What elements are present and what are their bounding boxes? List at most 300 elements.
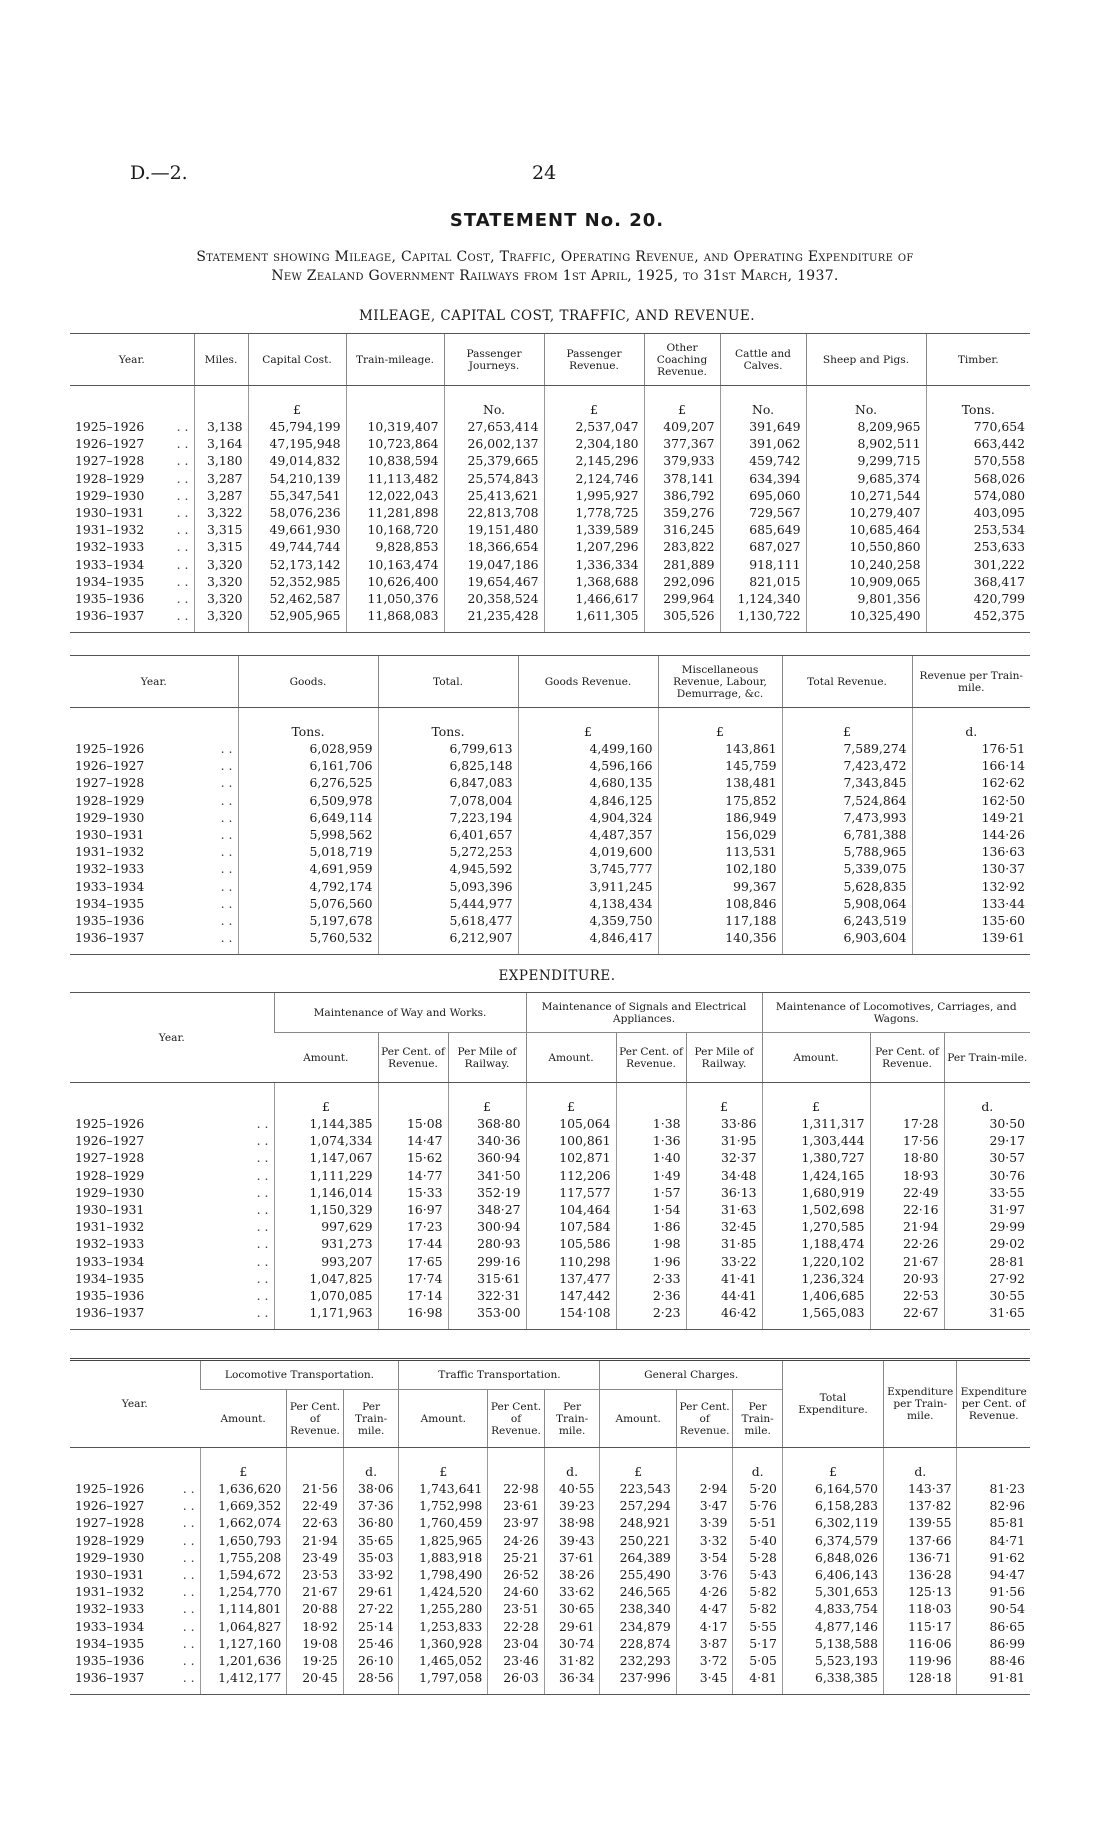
table-cell: 52,462,587: [248, 590, 346, 607]
table-cell: 1,114,801: [200, 1600, 287, 1617]
row-year: [70, 878, 238, 895]
table-cell: 21·56: [287, 1480, 344, 1497]
table-cell: 341·50: [448, 1167, 526, 1184]
table-cell: 300·94: [448, 1218, 526, 1235]
spacer-cell: [343, 1448, 399, 1461]
goods-table-body: [70, 708, 1030, 955]
col-percent-revenue: Per Cent. of Revenue.: [676, 1390, 733, 1448]
table-cell: 5·76: [733, 1497, 783, 1514]
table-cell: 99,367: [658, 878, 782, 895]
table-cell: 19·08: [287, 1635, 344, 1652]
row-year: [70, 1600, 200, 1617]
table-cell: 26·52: [488, 1566, 545, 1583]
table-cell: 1,662,074: [200, 1514, 287, 1531]
table-cell: 4,877,146: [782, 1618, 883, 1635]
col-per-train-mile: Per Train-mile.: [343, 1390, 399, 1448]
table-cell: 1,755,208: [200, 1549, 287, 1566]
table-cell: 250,221: [600, 1532, 676, 1549]
table-row: [70, 504, 1030, 521]
table-cell: 86·65: [957, 1618, 1030, 1635]
table-row: [70, 1218, 1030, 1235]
table-cell: 7,423,472: [782, 757, 912, 774]
table-cell: 31·63: [686, 1201, 762, 1218]
table-cell: 1·54: [616, 1201, 686, 1218]
table-row: [70, 1669, 1030, 1695]
spacer-cell: [378, 1083, 448, 1096]
maintenance-table: [70, 992, 1030, 1330]
table-cell: 139·61: [912, 929, 1030, 955]
col-year: Year.: [70, 656, 238, 708]
table-cell: 5,523,193: [782, 1652, 883, 1669]
spacer-cell: [926, 386, 1030, 399]
leader-dots: . .: [182, 1498, 195, 1514]
table-cell: 10,279,407: [806, 504, 926, 521]
table-cell: 420,799: [926, 590, 1030, 607]
row-year: [70, 521, 194, 538]
spacer-cell: [544, 386, 644, 399]
table-cell: 162·62: [912, 774, 1030, 791]
table-cell: 3,320: [194, 573, 248, 590]
unit-label: £: [448, 1095, 526, 1115]
group-way-works: Maintenance of Way and Works.: [274, 993, 526, 1033]
unit-label: [287, 1460, 344, 1480]
table-cell: 20·45: [287, 1669, 344, 1695]
table-cell: 255,490: [600, 1566, 676, 1583]
table-cell: 3,287: [194, 470, 248, 487]
col-timber: Timber.: [926, 334, 1030, 386]
group-general-charges: General Charges.: [600, 1360, 782, 1390]
leader-dots: . .: [256, 1236, 269, 1252]
statement-title: STATEMENT No. 20.: [449, 210, 665, 231]
leader-dots: . .: [182, 1584, 195, 1600]
table-cell: 118·03: [884, 1600, 957, 1617]
table-cell: 2,124,746: [544, 470, 644, 487]
row-year: [70, 792, 238, 809]
table-cell: 4,359,750: [518, 912, 658, 929]
year-label: 1936–1937: [75, 930, 145, 946]
table-cell: 4,680,135: [518, 774, 658, 791]
table-cell: 14·47: [378, 1132, 448, 1149]
year-label: 1936–1937: [75, 1670, 145, 1686]
table-cell: 9,828,853: [346, 538, 444, 555]
table-cell: 21·94: [870, 1218, 944, 1235]
table-cell: 8,902,511: [806, 435, 926, 452]
table-cell: 22·16: [870, 1201, 944, 1218]
table-row: [70, 1635, 1030, 1652]
table-row: [70, 843, 1030, 860]
table-cell: 32·37: [686, 1149, 762, 1166]
table-cell: 5,788,965: [782, 843, 912, 860]
table-cell: 86·99: [957, 1635, 1030, 1652]
table-cell: 26·03: [488, 1669, 545, 1695]
table-cell: 162·50: [912, 792, 1030, 809]
spacer-cell: [720, 386, 806, 399]
table-cell: 10,240,258: [806, 556, 926, 573]
unit-label: [488, 1460, 545, 1480]
year-label: 1933–1934: [75, 1253, 145, 1269]
table-cell: 46·42: [686, 1304, 762, 1330]
table-cell: 16·98: [378, 1304, 448, 1330]
table-cell: 49,661,930: [248, 521, 346, 538]
row-year: [70, 504, 194, 521]
spacer-cell: [884, 1448, 957, 1461]
table-cell: 115·17: [884, 1618, 957, 1635]
table-cell: 574,080: [926, 487, 1030, 504]
table-cell: 5·40: [733, 1532, 783, 1549]
year-label: 1929–1930: [75, 1549, 145, 1565]
table-row: [70, 521, 1030, 538]
table-row: [70, 590, 1030, 607]
table-cell: 1,424,165: [762, 1167, 870, 1184]
units-row: [70, 398, 1030, 418]
table-cell: 6,158,283: [782, 1497, 883, 1514]
table-cell: 21·94: [287, 1532, 344, 1549]
spacer-cell: [378, 708, 518, 721]
table-cell: 10,838,594: [346, 452, 444, 469]
table-cell: 3·47: [676, 1497, 733, 1514]
table-cell: 6,276,525: [238, 774, 378, 791]
leader-dots: . .: [220, 792, 233, 808]
section-heading-expenditure: EXPENDITURE.: [498, 968, 616, 984]
table-cell: 33·55: [944, 1184, 1030, 1201]
table-row: [70, 1149, 1030, 1166]
spacer-cell: [448, 1083, 526, 1096]
table-cell: 143·37: [884, 1480, 957, 1497]
table-cell: 125·13: [884, 1583, 957, 1600]
spacer-cell: [658, 708, 782, 721]
col-percent-revenue: Per Cent. of Revenue.: [616, 1033, 686, 1083]
table-cell: 10,626,400: [346, 573, 444, 590]
table-cell: 253,633: [926, 538, 1030, 555]
table-row: [70, 487, 1030, 504]
table-cell: 36·80: [343, 1514, 399, 1531]
table-row: [70, 740, 1030, 757]
table-cell: 1,220,102: [762, 1253, 870, 1270]
table-cell: 22·49: [287, 1497, 344, 1514]
table-cell: 4·17: [676, 1618, 733, 1635]
table-cell: 459,742: [720, 452, 806, 469]
table-row: [70, 418, 1030, 435]
table-cell: 18·93: [870, 1167, 944, 1184]
table-row: [70, 1184, 1030, 1201]
table-cell: 91·56: [957, 1583, 1030, 1600]
table-cell: 37·61: [544, 1549, 600, 1566]
table-cell: 6,509,978: [238, 792, 378, 809]
table-cell: 55,347,541: [248, 487, 346, 504]
unit-label: £: [544, 398, 644, 418]
col-expenditure-per-train-mile: Expenditure per Train-mile.: [884, 1360, 957, 1448]
unit-label: £: [200, 1460, 287, 1480]
table-cell: 119·96: [884, 1652, 957, 1669]
leader-dots: . .: [176, 539, 189, 555]
table-cell: 91·62: [957, 1549, 1030, 1566]
unit-label: £: [644, 398, 720, 418]
table-cell: 6,338,385: [782, 1669, 883, 1695]
table-cell: 113,531: [658, 843, 782, 860]
table-row: [70, 1618, 1030, 1635]
table-cell: 30·55: [944, 1287, 1030, 1304]
year-label: 1929–1930: [75, 487, 145, 503]
year-label: 1929–1930: [75, 809, 145, 825]
table-cell: 5·20: [733, 1480, 783, 1497]
table-cell: 116·06: [884, 1635, 957, 1652]
leader-dots: . .: [182, 1652, 195, 1668]
table-cell: 11,868,083: [346, 607, 444, 633]
row-year: [70, 573, 194, 590]
table-cell: 20·88: [287, 1600, 344, 1617]
table-cell: 1,074,334: [274, 1132, 378, 1149]
table-cell: 44·41: [686, 1287, 762, 1304]
table-cell: 52,173,142: [248, 556, 346, 573]
table-cell: 4·81: [733, 1669, 783, 1695]
table-cell: 1·57: [616, 1184, 686, 1201]
year-label: 1934–1935: [75, 1635, 145, 1651]
table-cell: 117,188: [658, 912, 782, 929]
table-cell: 23·49: [287, 1549, 344, 1566]
table-cell: 5,628,835: [782, 878, 912, 895]
table-cell: 154·108: [526, 1304, 616, 1330]
row-year: [70, 435, 194, 452]
group-traffic-transportation: Traffic Transportation.: [399, 1360, 600, 1390]
row-year: [70, 929, 238, 955]
table-cell: 1,047,825: [274, 1270, 378, 1287]
table-cell: 6,161,706: [238, 757, 378, 774]
table-cell: 6,799,613: [378, 740, 518, 757]
transportation-table-body: [70, 1448, 1030, 1695]
unit-label: [378, 1095, 448, 1115]
table-cell: 1,752,998: [399, 1497, 488, 1514]
table-cell: 663,442: [926, 435, 1030, 452]
units-row: [70, 1095, 1030, 1115]
table-cell: 15·33: [378, 1184, 448, 1201]
table-cell: 22·49: [870, 1184, 944, 1201]
table-cell: 49,014,832: [248, 452, 346, 469]
row-year: [70, 1566, 200, 1583]
table-cell: 112,206: [526, 1167, 616, 1184]
table-cell: 234,879: [600, 1618, 676, 1635]
table-cell: 1,565,083: [762, 1304, 870, 1330]
table-cell: 5·55: [733, 1618, 783, 1635]
col-amount: Amount.: [600, 1390, 676, 1448]
table-cell: 1,270,585: [762, 1218, 870, 1235]
table-cell: 28·56: [343, 1669, 399, 1695]
table-cell: 90·54: [957, 1600, 1030, 1617]
unit-label: £: [600, 1460, 676, 1480]
table-cell: 5,018,719: [238, 843, 378, 860]
row-year: [70, 1669, 200, 1695]
table-cell: 19,654,467: [444, 573, 544, 590]
row-year: [70, 1532, 200, 1549]
table-cell: 29·61: [343, 1583, 399, 1600]
table-cell: 3·39: [676, 1514, 733, 1531]
table-cell: 4,499,160: [518, 740, 658, 757]
table-cell: 1,147,067: [274, 1149, 378, 1166]
row-year: [70, 1287, 274, 1304]
table-cell: 10,909,065: [806, 573, 926, 590]
table-cell: 30·50: [944, 1115, 1030, 1132]
table-row: [70, 452, 1030, 469]
table-row: [70, 1235, 1030, 1252]
year-label: 1933–1934: [75, 878, 145, 894]
year-label: 1927–1928: [75, 1150, 145, 1166]
mileage-table: [70, 333, 1030, 633]
spacer-cell: [957, 1448, 1030, 1461]
leader-dots: . .: [256, 1270, 269, 1286]
col-train-mileage: Train-mileage.: [346, 334, 444, 386]
unit-label: [616, 1095, 686, 1115]
year-label: 1932–1933: [75, 539, 145, 555]
table-cell: 1,311,317: [762, 1115, 870, 1132]
col-capital-cost: Capital Cost.: [248, 334, 346, 386]
unit-label: d.: [343, 1460, 399, 1480]
table-cell: 30·65: [544, 1600, 600, 1617]
table-cell: 19,047,186: [444, 556, 544, 573]
table-cell: 17·14: [378, 1287, 448, 1304]
col-per-mile: Per Mile of Railway.: [448, 1033, 526, 1083]
units-row: [70, 720, 1030, 740]
table-cell: 6,781,388: [782, 826, 912, 843]
spacer-cell: [70, 1083, 274, 1096]
leader-dots: . .: [256, 1167, 269, 1183]
table-cell: 34·48: [686, 1167, 762, 1184]
table-row: [70, 1514, 1030, 1531]
table-cell: 149·21: [912, 809, 1030, 826]
table-cell: 24·26: [488, 1532, 545, 1549]
row-year: [70, 757, 238, 774]
row-year: [70, 452, 194, 469]
table-cell: 4,846,417: [518, 929, 658, 955]
table-cell: 27·22: [343, 1600, 399, 1617]
table-row: [70, 878, 1030, 895]
table-cell: 145,759: [658, 757, 782, 774]
row-year: [70, 1480, 200, 1497]
table-cell: 5·17: [733, 1635, 783, 1652]
table-row: [70, 470, 1030, 487]
row-year: [70, 1167, 274, 1184]
table-cell: 23·51: [488, 1600, 545, 1617]
spacer-cell: [644, 386, 720, 399]
table-cell: 17·65: [378, 1253, 448, 1270]
table-row: [70, 895, 1030, 912]
table-cell: 5,301,653: [782, 1583, 883, 1600]
table-cell: 40·55: [544, 1480, 600, 1497]
table-cell: 7,078,004: [378, 792, 518, 809]
table-cell: 248,921: [600, 1514, 676, 1531]
year-label: 1925–1926: [75, 741, 145, 757]
table-cell: 1,339,589: [544, 521, 644, 538]
year-label: 1927–1928: [75, 1515, 145, 1531]
row-year: [70, 1618, 200, 1635]
table-row: [70, 1480, 1030, 1497]
table-cell: 1,412,177: [200, 1669, 287, 1695]
table-cell: 156,029: [658, 826, 782, 843]
table-cell: 3,322: [194, 504, 248, 521]
col-per-train-mile: Per Train-mile.: [944, 1033, 1030, 1083]
table-cell: 386,792: [644, 487, 720, 504]
table-cell: 5,908,064: [782, 895, 912, 912]
table-cell: 377,367: [644, 435, 720, 452]
leader-dots: . .: [176, 419, 189, 435]
leader-dots: . .: [256, 1287, 269, 1303]
leader-dots: . .: [256, 1116, 269, 1132]
unit-label: £: [518, 720, 658, 740]
row-year: [70, 538, 194, 555]
table-cell: 31·82: [544, 1652, 600, 1669]
table-cell: 166·14: [912, 757, 1030, 774]
spacer-cell: [782, 708, 912, 721]
table-cell: 3·54: [676, 1549, 733, 1566]
unit-label: [70, 720, 238, 740]
row-year: [70, 809, 238, 826]
table-cell: 232,293: [600, 1652, 676, 1669]
table-cell: 918,111: [720, 556, 806, 573]
table-cell: 104,464: [526, 1201, 616, 1218]
leader-dots: . .: [182, 1481, 195, 1497]
row-year: [70, 1184, 274, 1201]
table-cell: 7,343,845: [782, 774, 912, 791]
leader-dots: . .: [176, 608, 189, 624]
table-cell: 264,389: [600, 1549, 676, 1566]
mileage-table-body: [70, 386, 1030, 633]
leader-dots: . .: [176, 453, 189, 469]
table-cell: 39·23: [544, 1497, 600, 1514]
table-cell: 82·96: [957, 1497, 1030, 1514]
table-cell: 4,792,174: [238, 878, 378, 895]
col-goods-revenue: Goods Revenue.: [518, 656, 658, 708]
table-cell: 257,294: [600, 1497, 676, 1514]
row-year: [70, 1514, 200, 1531]
table-cell: 38·26: [544, 1566, 600, 1583]
col-per-train-mile: Per Train-mile.: [733, 1390, 783, 1448]
table-cell: 22·26: [870, 1235, 944, 1252]
table-cell: 6,903,604: [782, 929, 912, 955]
col-total-expenditure: Total Expenditure.: [782, 1360, 883, 1448]
table-cell: 36·13: [686, 1184, 762, 1201]
table-cell: 136·63: [912, 843, 1030, 860]
spacer-cell: [238, 708, 378, 721]
table-cell: 4,138,434: [518, 895, 658, 912]
col-expenditure-percent-revenue: Expenditure per Cent. of Revenue.: [957, 1360, 1030, 1448]
table-cell: 6,406,143: [782, 1566, 883, 1583]
table-cell: 3,287: [194, 487, 248, 504]
col-percent-revenue: Per Cent. of Revenue.: [378, 1033, 448, 1083]
table-cell: 5,998,562: [238, 826, 378, 843]
table-cell: 147,442: [526, 1287, 616, 1304]
year-label: 1934–1935: [75, 573, 145, 589]
table-cell: 379,933: [644, 452, 720, 469]
table-cell: 1,124,340: [720, 590, 806, 607]
leader-dots: . .: [220, 895, 233, 911]
col-year: Year.: [70, 993, 274, 1083]
col-per-mile: Per Mile of Railway.: [686, 1033, 762, 1083]
table-cell: 687,027: [720, 538, 806, 555]
spacer-cell: [733, 1448, 783, 1461]
table-cell: 1,255,280: [399, 1600, 488, 1617]
leader-dots: . .: [256, 1219, 269, 1235]
table-row: [70, 1600, 1030, 1617]
table-cell: 409,207: [644, 418, 720, 435]
row-year: [70, 843, 238, 860]
table-cell: 340·36: [448, 1132, 526, 1149]
table-cell: 28·81: [944, 1253, 1030, 1270]
table-cell: 21·67: [287, 1583, 344, 1600]
table-cell: 31·85: [686, 1235, 762, 1252]
table-cell: 45,794,199: [248, 418, 346, 435]
table-cell: 5·05: [733, 1652, 783, 1669]
transportation-table: [70, 1358, 1030, 1695]
table-cell: 1,236,324: [762, 1270, 870, 1287]
unit-label: Tons.: [238, 720, 378, 740]
